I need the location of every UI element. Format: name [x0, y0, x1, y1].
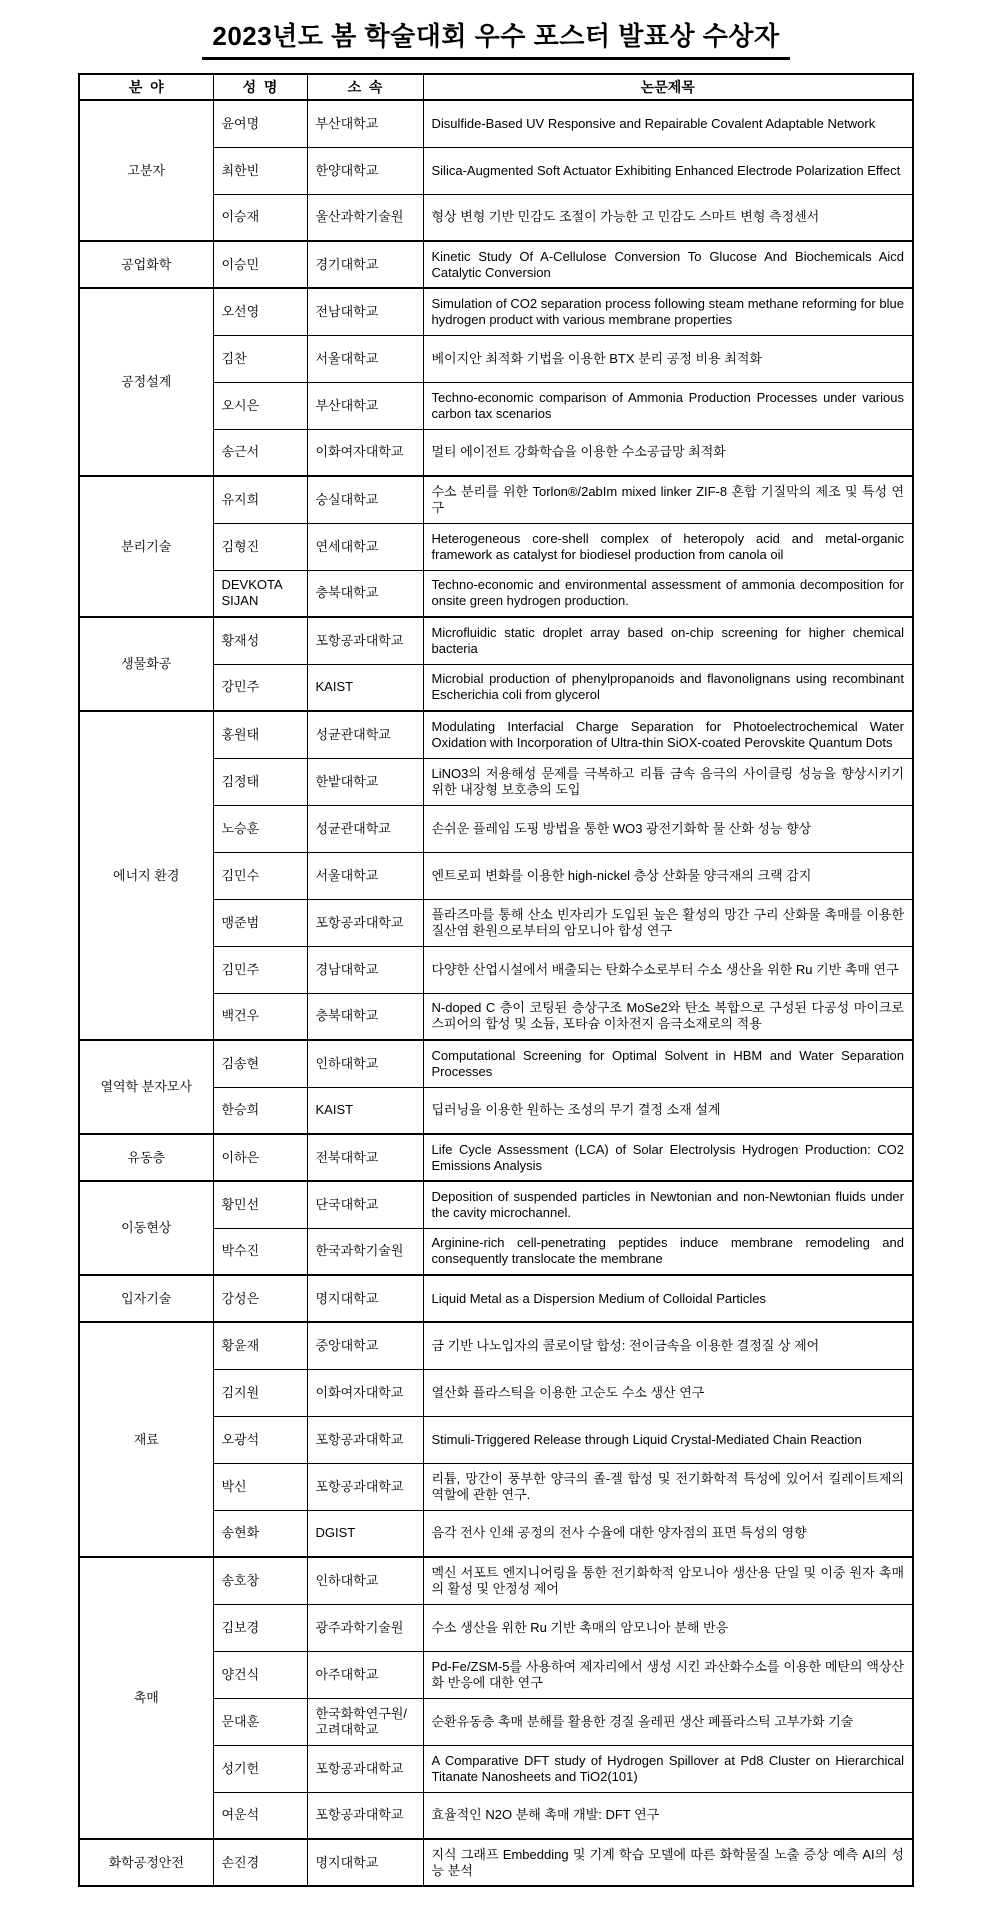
name-cell: 박신	[213, 1463, 307, 1510]
title-cell: Liquid Metal as a Dispersion Medium of Colloidal Particles	[423, 1275, 913, 1322]
affil-cell: KAIST	[307, 664, 423, 711]
title-cell: 딥러닝을 이용한 원하는 조성의 무기 결정 소재 설계	[423, 1087, 913, 1134]
affil-cell: 포항공과대학교	[307, 1463, 423, 1510]
title-cell: 멕신 서포트 엔지니어링을 통한 전기화학적 암모니아 생산용 단일 및 이중 원자 촉매의 활성 및 안정성 제어	[423, 1557, 913, 1604]
affil-cell: 단국대학교	[307, 1181, 423, 1228]
affil-cell: 인하대학교	[307, 1557, 423, 1604]
affil-cell: 서울대학교	[307, 852, 423, 899]
affil-cell: 포항공과대학교	[307, 617, 423, 664]
affil-cell: 명지대학교	[307, 1275, 423, 1322]
table-row	[79, 241, 913, 288]
field-cell: 이동현상	[79, 1181, 213, 1275]
affil-cell: 울산과학기술원	[307, 194, 423, 241]
name-cell: 김지원	[213, 1369, 307, 1416]
header-row	[79, 74, 913, 100]
name-cell: 황재성	[213, 617, 307, 664]
page-title: 2023년도 봄 학술대회 우수 포스터 발표상 수상자	[202, 16, 789, 60]
name-cell: 오광석	[213, 1416, 307, 1463]
affil-cell: KAIST	[307, 1087, 423, 1134]
title-cell: Techno-economic and environmental assessment of ammonia decomposition for onsite green hydrogen production.	[423, 570, 913, 617]
affil-cell: 포항공과대학교	[307, 1745, 423, 1792]
name-cell: 김찬	[213, 335, 307, 382]
name-cell: 홍원태	[213, 711, 307, 758]
table-row	[79, 100, 913, 147]
field-cell: 공업화학	[79, 241, 213, 288]
title-cell: 형상 변형 기반 민감도 조절이 가능한 고 민감도 스마트 변형 측정센서	[423, 194, 913, 241]
title-cell: 리튬, 망간이 풍부한 양극의 졸-겔 합성 및 전기화학적 특성에 있어서 킬레이트제의 역할에 관한 연구.	[423, 1463, 913, 1510]
name-cell: 윤여명	[213, 100, 307, 147]
name-cell: 이승민	[213, 241, 307, 288]
affil-cell: 전남대학교	[307, 288, 423, 335]
header-paper-title: 논문제목	[423, 74, 913, 100]
affil-cell: 한양대학교	[307, 147, 423, 194]
name-cell: 이승재	[213, 194, 307, 241]
title-cell: Computational Screening for Optimal Solvent in HBM and Water Separation Processes	[423, 1040, 913, 1087]
title-cell: 금 기반 나노입자의 콜로이달 합성: 전이금속을 이용한 결정질 상 제어	[423, 1322, 913, 1369]
affil-cell: 중앙대학교	[307, 1322, 423, 1369]
title-cell: 효율적인 N2O 분해 촉매 개발: DFT 연구	[423, 1792, 913, 1839]
title-cell: Pd-Fe/ZSM-5를 사용하여 제자리에서 생성 시킨 과산화수소를 이용한 메탄의 액상산화 반응에 대한 연구	[423, 1651, 913, 1698]
title-cell: 음각 전사 인쇄 공정의 전사 수율에 대한 양자점의 표면 특성의 영향	[423, 1510, 913, 1557]
affil-cell: 전북대학교	[307, 1134, 423, 1181]
name-cell: 맹준범	[213, 899, 307, 946]
title-cell: N-doped C 층이 코팅된 층상구조 MoSe2와 탄소 복합으로 구성된 다공성 마이크로스피어의 합성 및 소듐, 포타슘 이차전지 음극소재로의 적용	[423, 993, 913, 1040]
name-cell: 강민주	[213, 664, 307, 711]
name-cell: 백건우	[213, 993, 307, 1040]
affil-cell: 경기대학교	[307, 241, 423, 288]
title-cell: Stimuli-Triggered Release through Liquid Crystal-Mediated Chain Reaction	[423, 1416, 913, 1463]
affil-cell: 연세대학교	[307, 523, 423, 570]
affil-cell: 한국과학기술원	[307, 1228, 423, 1275]
affil-cell: 충북대학교	[307, 993, 423, 1040]
title-cell: 플라즈마를 통해 산소 빈자리가 도입된 높은 활성의 망간 구리 산화물 촉매를 이용한 질산염 환원으로부터의 암모니아 합성 연구	[423, 899, 913, 946]
name-cell: 노승훈	[213, 805, 307, 852]
title-cell: 지식 그래프 Embedding 및 기계 학습 모델에 따른 화학물질 노출 증상 예측 AI의 성능 분석	[423, 1839, 913, 1886]
affil-cell: DGIST	[307, 1510, 423, 1557]
name-cell: 황민선	[213, 1181, 307, 1228]
field-cell: 열역학 분자모사	[79, 1040, 213, 1134]
title-cell: A Comparative DFT study of Hydrogen Spillover at Pd8 Cluster on Hierarchical Titanate Nanosheets and TiO2(101)	[423, 1745, 913, 1792]
title-cell: 수소 분리를 위한 Torlon®/2abIm mixed linker ZIF-8 혼합 기질막의 제조 및 특성 연구	[423, 476, 913, 523]
title-cell: 순환유동층 촉매 분해를 활용한 경질 올레핀 생산 폐플라스틱 고부가화 기술	[423, 1698, 913, 1745]
name-cell: 한승희	[213, 1087, 307, 1134]
table-row	[79, 1275, 913, 1322]
affil-cell: 성균관대학교	[307, 805, 423, 852]
field-cell: 생물화공	[79, 617, 213, 711]
affil-cell: 이화여자대학교	[307, 1369, 423, 1416]
name-cell: 김민수	[213, 852, 307, 899]
name-cell: 손진경	[213, 1839, 307, 1886]
field-cell: 촉매	[79, 1557, 213, 1839]
name-cell: 여운석	[213, 1792, 307, 1839]
name-cell: DEVKOTA SIJAN	[213, 570, 307, 617]
name-cell: 황윤재	[213, 1322, 307, 1369]
table-row	[79, 288, 913, 335]
field-cell: 재료	[79, 1322, 213, 1557]
affil-cell: 포항공과대학교	[307, 1792, 423, 1839]
name-cell: 오선영	[213, 288, 307, 335]
header-name: 성 명	[213, 74, 307, 100]
awards-table-head	[79, 74, 913, 100]
table-row	[79, 1557, 913, 1604]
title-cell: Microfluidic static droplet array based on-chip screening for higher chemical bacteria	[423, 617, 913, 664]
affil-cell: 서울대학교	[307, 335, 423, 382]
title-cell: Life Cycle Assessment (LCA) of Solar Electrolysis Hydrogen Production: CO2 Emissions Analysis	[423, 1134, 913, 1181]
title-cell: Modulating Interfacial Charge Separation for Photoelectrochemical Water Oxidation with Incorporation of Ultra-thin SiOX-coated Perovskite Quantum Dots	[423, 711, 913, 758]
field-cell: 입자기술	[79, 1275, 213, 1322]
affil-cell: 이화여자대학교	[307, 429, 423, 476]
affil-cell: 포항공과대학교	[307, 899, 423, 946]
name-cell: 오시은	[213, 382, 307, 429]
name-cell: 이하은	[213, 1134, 307, 1181]
affil-cell: 숭실대학교	[307, 476, 423, 523]
page-title-wrap	[0, 16, 992, 60]
table-row	[79, 711, 913, 758]
name-cell: 문대훈	[213, 1698, 307, 1745]
table-row	[79, 1181, 913, 1228]
name-cell: 김송현	[213, 1040, 307, 1087]
title-cell: Arginine-rich cell-penetrating peptides induce membrane remodeling and consequently translocate the membrane	[423, 1228, 913, 1275]
title-cell: 멀티 에이전트 강화학습을 이용한 수소공급망 최적화	[423, 429, 913, 476]
name-cell: 송근서	[213, 429, 307, 476]
affil-cell: 인하대학교	[307, 1040, 423, 1087]
title-cell: 손쉬운 플레임 도핑 방법을 통한 WO3 광전기화학 물 산화 성능 향상	[423, 805, 913, 852]
affil-cell: 충북대학교	[307, 570, 423, 617]
name-cell: 송현화	[213, 1510, 307, 1557]
field-cell: 화학공정안전	[79, 1839, 213, 1886]
field-cell: 유동층	[79, 1134, 213, 1181]
title-cell: Deposition of suspended particles in Newtonian and non-Newtonian fluids under the cavity microchannel.	[423, 1181, 913, 1228]
name-cell: 김정태	[213, 758, 307, 805]
awards-table	[78, 73, 914, 1887]
table-row	[79, 1040, 913, 1087]
title-cell: 수소 생산을 위한 Ru 기반 촉매의 암모니아 분해 반응	[423, 1604, 913, 1651]
name-cell: 김형진	[213, 523, 307, 570]
title-cell: LiNO3의 저용해성 문제를 극복하고 리튬 금속 음극의 사이클링 성능을 향상시키기 위한 내장형 보호층의 도입	[423, 758, 913, 805]
title-cell: Microbial production of phenylpropanoids and flavonolignans using recombinant Escherichia coli from glycerol	[423, 664, 913, 711]
name-cell: 김민주	[213, 946, 307, 993]
affil-cell: 아주대학교	[307, 1651, 423, 1698]
title-cell: Disulfide-Based UV Responsive and Repairable Covalent Adaptable Network	[423, 100, 913, 147]
title-cell: 다양한 산업시설에서 배출되는 탄화수소로부터 수소 생산을 위한 Ru 기반 촉매 연구	[423, 946, 913, 993]
title-cell: Kinetic Study Of A-Cellulose Conversion To Glucose And Biochemicals Aicd Catalytic Conversion	[423, 241, 913, 288]
field-cell: 고분자	[79, 100, 213, 241]
table-row	[79, 1839, 913, 1886]
affil-cell: 성균관대학교	[307, 711, 423, 758]
name-cell: 박수진	[213, 1228, 307, 1275]
affil-cell: 광주과학기술원	[307, 1604, 423, 1651]
name-cell: 유지희	[213, 476, 307, 523]
name-cell: 송호창	[213, 1557, 307, 1604]
field-cell: 분리기술	[79, 476, 213, 617]
title-cell: Techno-economic comparison of Ammonia Production Processes under various carbon tax scenarios	[423, 382, 913, 429]
table-row	[79, 617, 913, 664]
header-field: 분 야	[79, 74, 213, 100]
name-cell: 양건식	[213, 1651, 307, 1698]
affil-cell: 포항공과대학교	[307, 1416, 423, 1463]
affil-cell: 부산대학교	[307, 100, 423, 147]
affil-cell: 부산대학교	[307, 382, 423, 429]
affil-cell: 경남대학교	[307, 946, 423, 993]
field-cell: 에너지 환경	[79, 711, 213, 1040]
affil-cell: 한국화학연구원/고려대학교	[307, 1698, 423, 1745]
header-affiliation: 소 속	[307, 74, 423, 100]
field-cell: 공정설계	[79, 288, 213, 476]
title-cell: 베이지안 최적화 기법을 이용한 BTX 분리 공정 비용 최적화	[423, 335, 913, 382]
title-cell: Heterogeneous core-shell complex of heteropoly acid and metal-organic framework as catalyst for biodiesel production from canola oil	[423, 523, 913, 570]
name-cell: 강성은	[213, 1275, 307, 1322]
title-cell: 엔트로피 변화를 이용한 high-nickel 층상 산화물 양극재의 크랙 감지	[423, 852, 913, 899]
table-row	[79, 1322, 913, 1369]
name-cell: 김보경	[213, 1604, 307, 1651]
table-row	[79, 1134, 913, 1181]
affil-cell: 명지대학교	[307, 1839, 423, 1886]
title-cell: Silica-Augmented Soft Actuator Exhibiting Enhanced Electrode Polarization Effect	[423, 147, 913, 194]
awards-table-body	[79, 100, 913, 1886]
name-cell: 성기헌	[213, 1745, 307, 1792]
name-cell: 최한빈	[213, 147, 307, 194]
title-cell: Simulation of CO2 separation process following steam methane reforming for blue hydrogen product with various membrane properties	[423, 288, 913, 335]
table-row	[79, 476, 913, 523]
title-cell: 열산화 플라스틱을 이용한 고순도 수소 생산 연구	[423, 1369, 913, 1416]
affil-cell: 한밭대학교	[307, 758, 423, 805]
